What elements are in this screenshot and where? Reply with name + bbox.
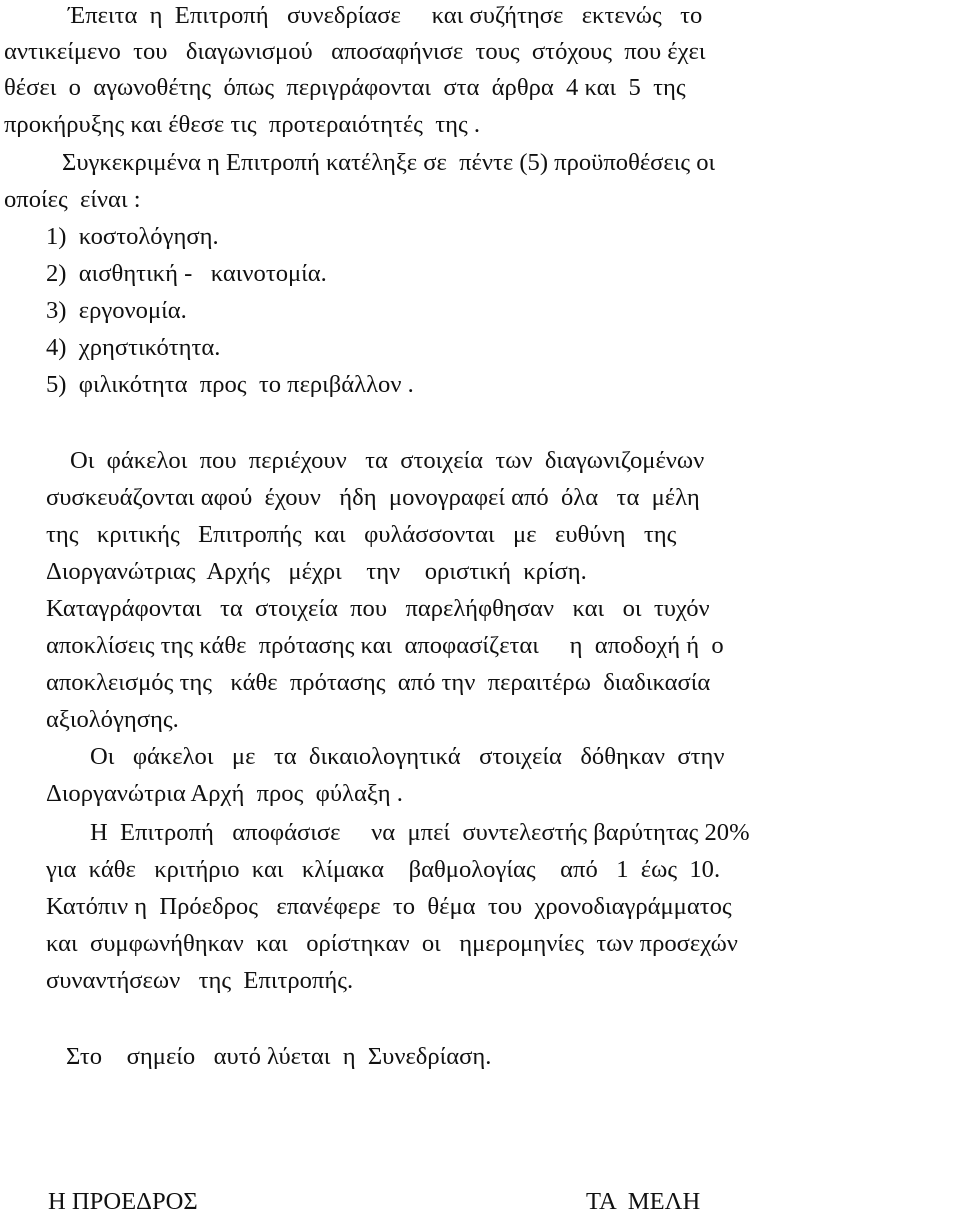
paragraph-3-line-6: αποκλίσεις της κάθε πρότασης και αποφασίζεται η αποδοχή ή ο: [46, 632, 724, 659]
signature-president-label: Η ΠΡΟΕΔΡΟΣ: [48, 1188, 198, 1215]
criteria-item-5: 5) φιλικότητα προς το περιβάλλον .: [46, 371, 414, 398]
paragraph-2-line-2: οποίες είναι :: [4, 186, 141, 213]
paragraph-1-line-1: Έπειτα η Επιτροπή συνεδρίασε και συζήτησε εκτενώς το: [62, 2, 703, 29]
paragraph-1-line-2: αντικείμενο του διαγωνισμού αποσαφήνισε τους στόχους που έχει: [4, 38, 706, 65]
paragraph-5-line-1: Η Επιτροπή αποφάσισε να μπεί συντελεστής βαρύτητας 20%: [90, 819, 750, 846]
paragraph-4-line-1: Οι φάκελοι με τα δικαιολογητικά στοιχεία δόθηκαν στην: [90, 743, 725, 770]
paragraph-3-line-4: Διοργανώτριας Αρχής μέχρι την οριστική κρίση.: [46, 558, 587, 585]
paragraph-3-line-8: αξιολόγησης.: [46, 706, 179, 733]
signature-members-label: ΤΑ ΜΕΛΗ: [586, 1188, 701, 1215]
paragraph-3-line-5: Καταγράφονται τα στοιχεία που παρελήφθησαν και οι τυχόν: [46, 595, 710, 622]
paragraph-2-line-1: Συγκεκριμένα η Επιτροπή κατέληξε σε πέντε (5) προϋποθέσεις οι: [62, 149, 716, 176]
criteria-item-4: 4) χρηστικότητα.: [46, 334, 221, 361]
paragraph-5-line-5: συναντήσεων της Επιτροπής.: [46, 967, 354, 994]
paragraph-3-line-2: συσκευάζονται αφού έχουν ήδη μονογραφεί από όλα τα μέλη: [46, 484, 700, 511]
criteria-item-1: 1) κοστολόγηση.: [46, 223, 219, 250]
paragraph-3-line-1: Οι φάκελοι που περιέχουν τα στοιχεία των διαγωνιζομένων: [70, 447, 705, 474]
paragraph-1-line-4: προκήρυξης και έθεσε τις προτεραιότητές της .: [4, 111, 480, 138]
paragraph-5-line-3: Κατόπιν η Πρόεδρος επανέφερε το θέμα του χρονοδιαγράμματος: [46, 893, 732, 920]
paragraph-3-line-7: αποκλεισμός της κάθε πρότασης από την περαιτέρω διαδικασία: [46, 669, 711, 696]
criteria-item-2: 2) αισθητική - καινοτομία.: [46, 260, 327, 287]
criteria-item-3: 3) εργονομία.: [46, 297, 187, 324]
closing-statement: Στο σημείο αυτό λύεται η Συνεδρίαση.: [66, 1043, 492, 1070]
paragraph-5-line-2: για κάθε κριτήριο και κλίμακα βαθμολογίας από 1 έως 10.: [46, 856, 721, 883]
paragraph-4-line-2: Διοργανώτρια Αρχή προς φύλαξη .: [46, 780, 403, 807]
paragraph-5-line-4: και συμφωνήθηκαν και ορίστηκαν οι ημερομηνίες των προσεχών: [46, 930, 738, 957]
paragraph-3-line-3: της κριτικής Επιτροπής και φυλάσσονται με ευθύνη της: [46, 521, 677, 548]
paragraph-1-line-3: θέσει ο αγωνοθέτης όπως περιγράφονται στα άρθρα 4 και 5 της: [4, 74, 686, 101]
